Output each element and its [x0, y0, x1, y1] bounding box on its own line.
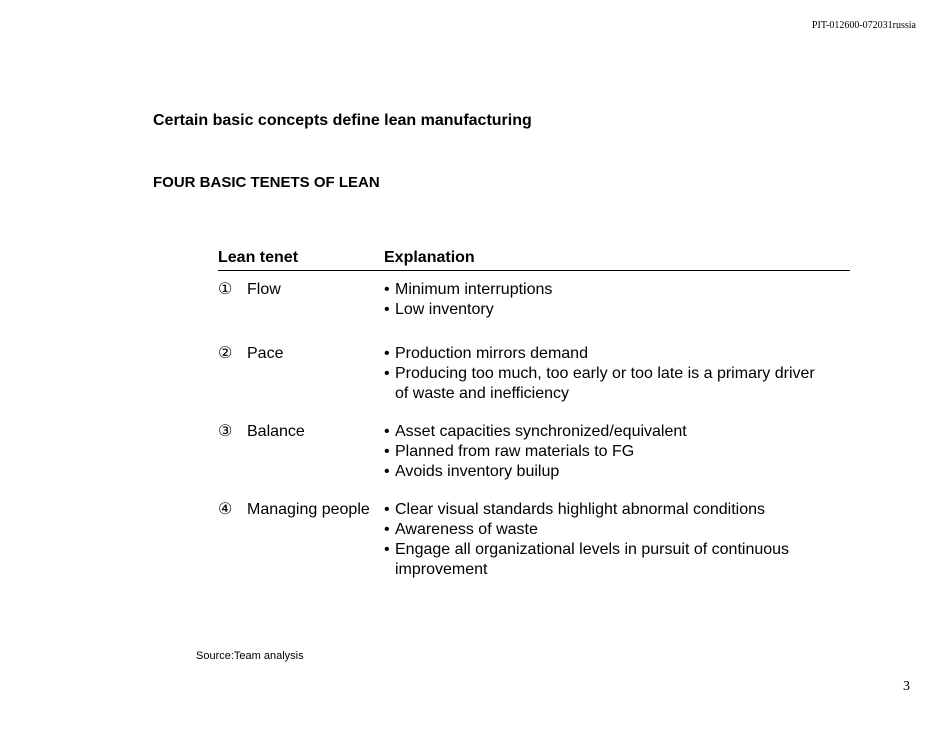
- column-header-explanation: Explanation: [384, 249, 475, 266]
- table-row-balance: [218, 422, 850, 482]
- list-item: • Production mirrors demand: [384, 345, 588, 362]
- tenet-number: ②: [218, 345, 233, 362]
- tenet-label: Balance: [247, 423, 305, 440]
- document-id: PIT-012600-072031russia: [811, 20, 916, 31]
- lean-tenets-table: [218, 249, 850, 578]
- tenet-label: Pace: [247, 345, 284, 362]
- explanation-list: [384, 422, 850, 482]
- list-item: • Awareness of waste: [384, 521, 538, 538]
- explanation-list: [384, 500, 850, 580]
- table-row-pace: [218, 344, 850, 404]
- list-item: • Producing too much, too early or too late is a primary driver of waste and inefficiency: [384, 365, 815, 402]
- tenet-label: Flow: [247, 281, 281, 298]
- table-row-flow: [218, 280, 850, 320]
- section-subtitle: FOUR BASIC TENETS OF LEAN: [153, 174, 380, 191]
- tenet-number: ③: [218, 423, 233, 440]
- column-header-tenet: Lean tenet: [218, 249, 299, 266]
- list-item: • Planned from raw materials to FG: [384, 443, 635, 460]
- list-item: • Avoids inventory builup: [384, 463, 560, 480]
- table-header: [218, 249, 850, 271]
- list-item: • Low inventory: [384, 301, 494, 318]
- list-item: • Asset capacities synchronized/equivalent: [384, 423, 687, 440]
- explanation-list: [384, 344, 850, 404]
- table-row-managing-people: [218, 500, 850, 580]
- tenet-number: ④: [218, 501, 233, 518]
- explanation-list: [384, 280, 850, 320]
- page-title: Certain basic concepts define lean manufacturing: [153, 112, 532, 129]
- page-number: 3: [903, 679, 910, 694]
- tenet-number: ①: [218, 281, 233, 298]
- list-item: • Minimum interruptions: [384, 281, 553, 298]
- tenet-label: Managing people: [247, 501, 370, 518]
- list-item: • Clear visual standards highlight abnormal conditions: [384, 501, 765, 518]
- list-item: • Engage all organizational levels in pursuit of continuous improvement: [384, 541, 790, 578]
- source-note: Source:Team analysis: [196, 650, 304, 662]
